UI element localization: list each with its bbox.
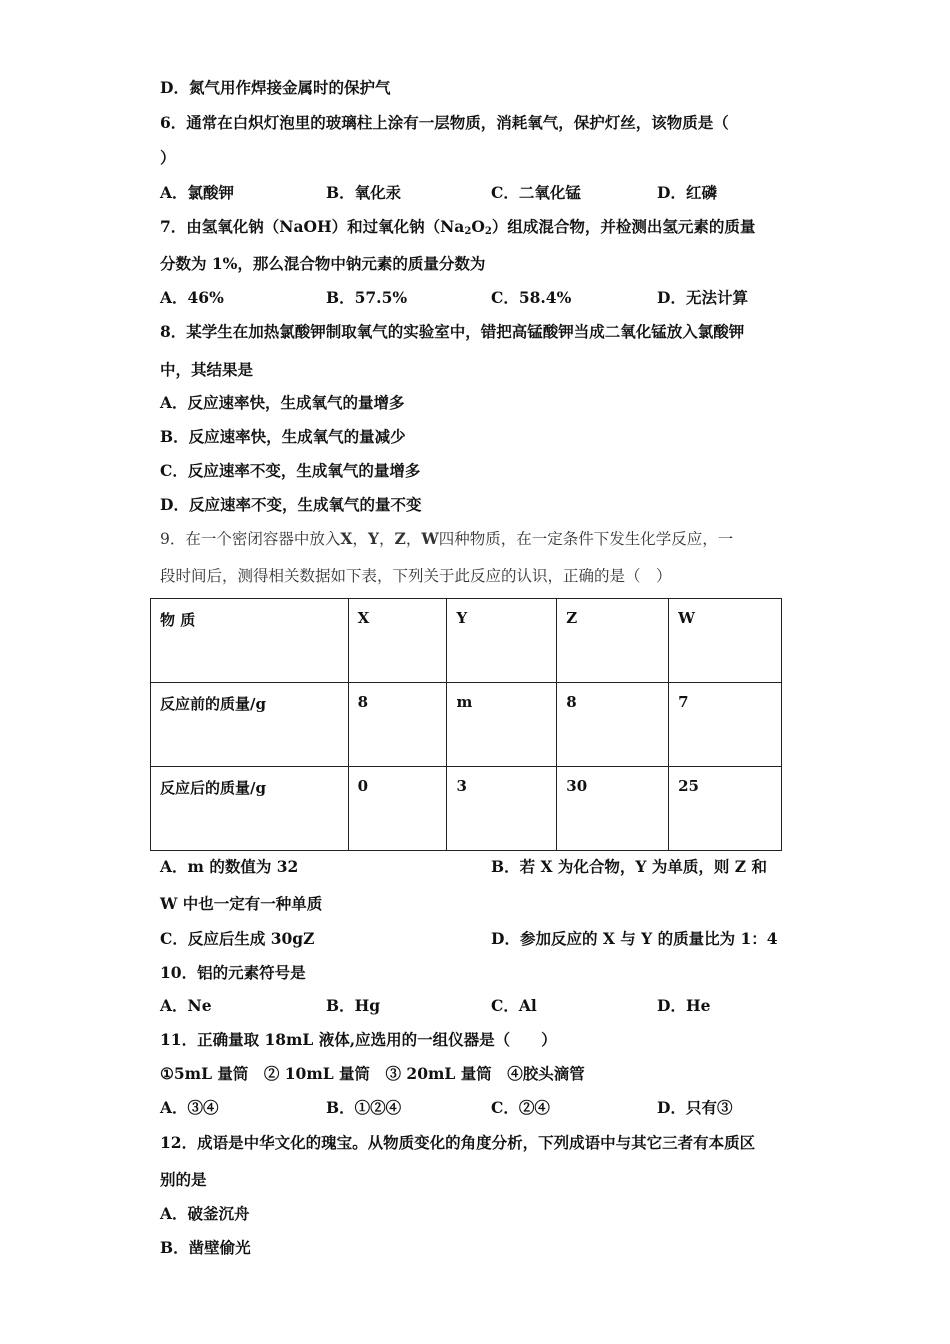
q10-option-b: B．Hg — [326, 996, 381, 1015]
q6-option-d: D．红磷 — [657, 183, 717, 202]
q8-stem-line2: 中，其结果是 — [160, 360, 254, 379]
q11-option-c: C．②④ — [491, 1098, 550, 1117]
q9-data-table — [150, 598, 782, 851]
q8-option-d: D．反应速率不变，生成氧气的量不变 — [160, 495, 422, 514]
table-row — [151, 683, 782, 767]
q6-option-c: C．二氧化锰 — [491, 183, 581, 202]
q8-option-b: B．反应速率快，生成氧气的量减少 — [160, 427, 406, 446]
q9-w: W — [421, 529, 439, 548]
table-header-row — [151, 599, 782, 683]
q8-option-c: C．反应速率不变，生成氧气的量增多 — [160, 461, 421, 480]
table-cell: 0 — [348, 767, 447, 851]
q12-option-b: B．凿壁偷光 — [160, 1238, 251, 1257]
table-cell: 反应后的质量/g — [151, 767, 349, 851]
table-cell: 8 — [557, 683, 669, 767]
q9-option-a: A．m 的数值为 32 — [160, 857, 299, 876]
q5-option-d: D．氮气用作焊接金属时的保护气 — [160, 78, 391, 97]
q12-stem-line1: 12．成语是中华文化的瑰宝。从物质变化的角度分析，下列成语中与其它三者有本质区 — [160, 1133, 756, 1152]
q7-option-a: A．46% — [160, 288, 224, 307]
q9-option-b: B．若 X 为化合物，Y 为单质，则 Z 和 — [491, 857, 767, 876]
q7-text-b: O — [471, 217, 485, 236]
q9-sep-3: ， — [405, 530, 422, 548]
q9-x: X — [340, 529, 353, 548]
q9-z: Z — [394, 529, 406, 548]
q7-option-b: B．57.5% — [326, 288, 408, 307]
q9-text-2: 四种物质，在一定条件下发生化学反应，一 — [438, 530, 734, 548]
q9-text-1: 在一个密闭容器中放入 — [185, 530, 341, 548]
q6-stem-line2: ） — [160, 148, 176, 167]
q10-stem: 10．铝的元素符号是 — [160, 963, 306, 982]
q11-stem: 11．正确量取 18mL 液体,应选用的一组仪器是（ ） — [160, 1030, 557, 1049]
table-header-cell: W — [669, 599, 782, 683]
q9-option-d: D．参加反应的 X 与 Y 的质量比为 1：4 — [491, 929, 778, 948]
q7-text-c: ）组成混合物，并检测出氢元素的质量 — [491, 217, 756, 236]
table-cell: 25 — [669, 767, 782, 851]
q9-option-b-cont: W 中也一定有一种单质 — [160, 894, 323, 913]
q6-option-a: A．氯酸钾 — [160, 183, 235, 202]
q10-option-a: A．Ne — [160, 996, 212, 1015]
q12-option-a: A．破釜沉舟 — [160, 1204, 250, 1223]
q9-stem-line2: 段时间后，测得相关数据如下表，下列关于此反应的认识，正确的是（ ） — [160, 567, 672, 585]
q7-text-a: 7．由氢氧化钠（NaOH）和过氧化钠（Na — [160, 217, 465, 236]
q7-option-d: D．无法计算 — [657, 288, 748, 307]
q11-option-a: A．③④ — [160, 1098, 219, 1117]
q9-option-c: C．反应后生成 30gZ — [160, 929, 315, 948]
q8-stem-line1: 8．某学生在加热氯酸钾制取氧气的实验室中，错把高锰酸钾当成二氧化锰放入氯酸钾 — [160, 322, 745, 341]
q7-stem-line1 — [160, 217, 755, 242]
q6-stem-line1: 6．通常在白炽灯泡里的玻璃柱上涂有一层物质，消耗氧气，保护灯丝，该物质是（ — [160, 113, 729, 132]
q6-option-b: B．氧化汞 — [326, 183, 402, 202]
table-cell: 反应前的质量/g — [151, 683, 349, 767]
table-cell: 3 — [447, 767, 557, 851]
q8-option-a: A．反应速率快，生成氧气的量增多 — [160, 393, 405, 412]
table-header-cell: Y — [447, 599, 557, 683]
q12-stem-line2: 别的是 — [160, 1170, 207, 1189]
q9-y: Y — [367, 529, 380, 548]
q7-sub-1: 2 — [464, 226, 472, 237]
q9-sep-1: ， — [352, 530, 368, 548]
table-header-cell: 物 质 — [151, 599, 349, 683]
q11-option-b: B．①②④ — [326, 1098, 402, 1117]
q9-number: 9． — [160, 530, 186, 548]
table-cell: 8 — [348, 683, 447, 767]
table-row — [151, 767, 782, 851]
table-cell: m — [447, 683, 557, 767]
q9-stem-line1 — [160, 529, 733, 549]
q7-stem-line2: 分数为 1%，那么混合物中钠元素的质量分数为 — [160, 254, 486, 273]
table-cell: 7 — [669, 683, 782, 767]
table-header-cell: X — [348, 599, 447, 683]
q11-instruments: ①5mL 量筒 ② 10mL 量筒 ③ 20mL 量筒 ④胶头滴管 — [160, 1064, 585, 1083]
q9-sep-2: ， — [379, 530, 395, 548]
table-cell: 30 — [557, 767, 669, 851]
q7-sub-2: 2 — [484, 226, 492, 237]
table-header-cell: Z — [557, 599, 669, 683]
q10-option-c: C．Al — [491, 996, 537, 1015]
q10-option-d: D．He — [657, 996, 711, 1015]
q11-option-d: D．只有③ — [657, 1098, 733, 1117]
q7-option-c: C．58.4% — [491, 288, 572, 307]
